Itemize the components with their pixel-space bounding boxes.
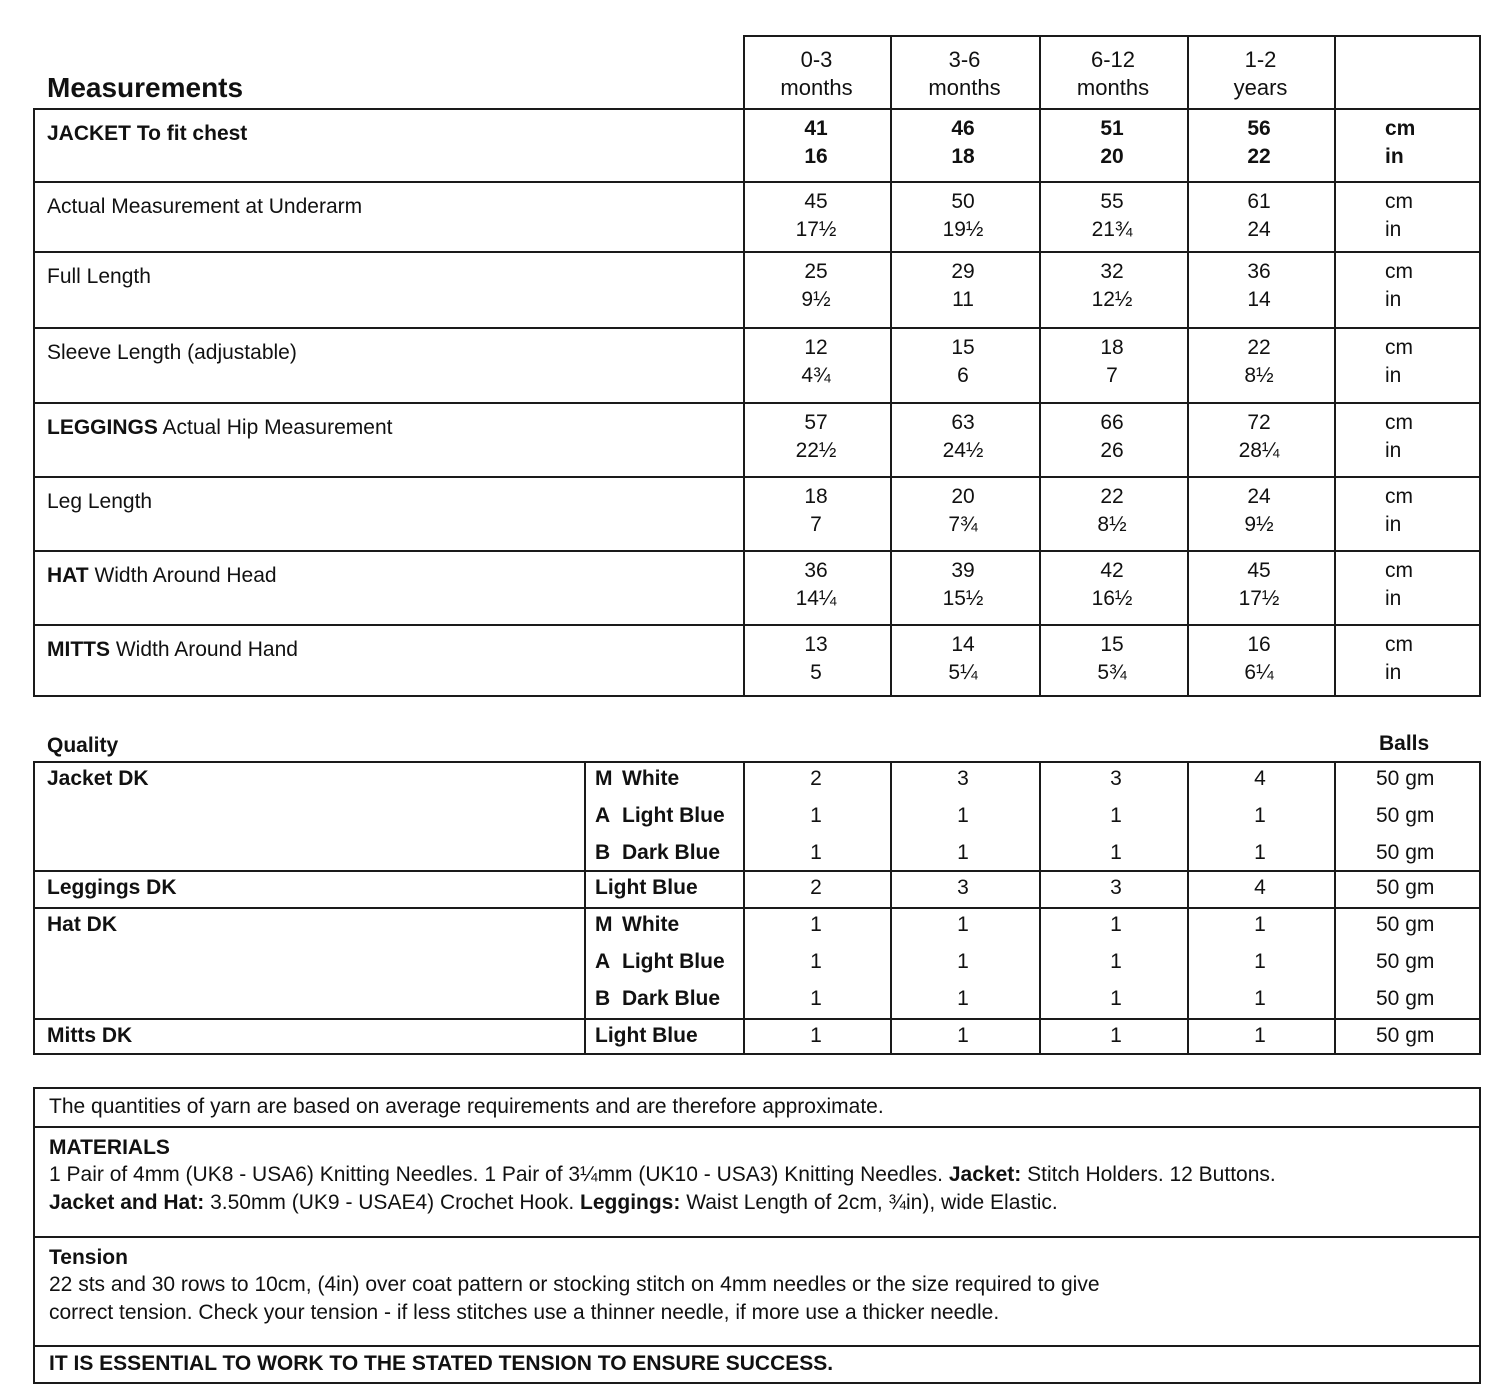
unit-in: in [1385, 145, 1404, 168]
yarn-item-name: Mitts DK [47, 1024, 133, 1047]
ball-weight: 50 gm [1376, 841, 1435, 864]
value-cm: 50 [951, 190, 975, 213]
value-cm: 41 [804, 117, 828, 140]
value-cm: 29 [951, 260, 975, 283]
ball-weight: 50 gm [1376, 1024, 1435, 1047]
value-in: 4¾ [801, 364, 831, 387]
value-cm: 16 [1247, 633, 1271, 656]
value-in: 5¾ [1097, 661, 1127, 684]
balls-count: 4 [1254, 767, 1266, 790]
unit-in: in [1385, 587, 1402, 610]
value-cm: 61 [1247, 190, 1271, 213]
value-cm: 42 [1100, 559, 1124, 582]
value-cm: 55 [1100, 190, 1124, 213]
balls-count: 1 [957, 950, 969, 973]
materials-line-1: 1 Pair of 4mm (UK8 - USA6) Knitting Needles. 1 Pair of 3¼mm (UK10 - USA3) Knitting Needles. Jacket: Stitch Holders. 12 Buttons. [49, 1163, 1276, 1186]
value-in: 24½ [942, 439, 984, 462]
yarn-colour: B Dark Blue [595, 841, 721, 864]
value-cm: 15 [951, 336, 975, 359]
measurement-label: Leg Length [47, 490, 153, 513]
measurement-label: HAT Width Around Head [47, 564, 277, 587]
value-in: 6 [957, 364, 969, 387]
balls-count: 2 [810, 876, 822, 899]
size-header-top: 6-12 [1090, 47, 1136, 72]
value-cm: 22 [1247, 336, 1271, 359]
yarn-colour: M White [595, 913, 680, 936]
yarn-colour: Light Blue [595, 876, 698, 899]
value-in: 5 [810, 661, 822, 684]
value-in: 9½ [1244, 513, 1274, 536]
unit-in: in [1385, 513, 1402, 536]
value-in: 19½ [942, 218, 984, 241]
balls-count: 1 [1254, 950, 1266, 973]
value-in: 7 [1106, 364, 1118, 387]
value-cm: 39 [951, 559, 975, 582]
unit-cm: cm [1385, 485, 1413, 508]
unit-cm: cm [1385, 336, 1413, 359]
balls-count: 1 [1110, 804, 1122, 827]
balls-count: 1 [1110, 1024, 1122, 1047]
unit-cm: cm [1385, 260, 1413, 283]
tension-title: Tension [49, 1246, 128, 1269]
value-cm: 12 [804, 336, 828, 359]
unit-in: in [1385, 364, 1402, 387]
value-cm: 14 [951, 633, 975, 656]
unit-in: in [1385, 439, 1402, 462]
balls-count: 1 [810, 804, 822, 827]
balls-count: 1 [957, 1024, 969, 1047]
value-cm: 18 [1100, 336, 1124, 359]
unit-cm: cm [1385, 633, 1413, 656]
balls-count: 2 [810, 767, 822, 790]
value-cm: 25 [804, 260, 828, 283]
value-in: 26 [1100, 439, 1124, 462]
balls-label: Balls [1379, 732, 1430, 755]
balls-count: 4 [1254, 876, 1266, 899]
tension-line-2: correct tension. Check your tension - if less stitches use a thinner needle, if more use a thicker needle. [49, 1301, 1000, 1324]
value-in: 22 [1247, 145, 1271, 168]
unit-cm: cm [1385, 190, 1413, 213]
value-in: 14¼ [795, 587, 837, 610]
value-cm: 22 [1100, 485, 1124, 508]
balls-count: 1 [1110, 913, 1122, 936]
balls-count: 1 [810, 950, 822, 973]
value-cm: 13 [804, 633, 828, 656]
size-header-top: 0-3 [800, 47, 833, 72]
value-cm: 46 [951, 117, 975, 140]
measurement-label: LEGGINGS Actual Hip Measurement [47, 416, 393, 439]
balls-count: 1 [1110, 841, 1122, 864]
value-in: 14 [1247, 288, 1271, 311]
unit-in: in [1385, 661, 1402, 684]
balls-count: 1 [810, 1024, 822, 1047]
value-cm: 20 [951, 485, 975, 508]
value-cm: 45 [1247, 559, 1271, 582]
ball-weight: 50 gm [1376, 767, 1435, 790]
yarn-colour: A Light Blue [595, 950, 725, 973]
balls-count: 1 [1110, 987, 1122, 1010]
value-in: 20 [1100, 145, 1124, 168]
value-cm: 24 [1247, 485, 1271, 508]
ball-weight: 50 gm [1376, 804, 1435, 827]
value-cm: 36 [804, 559, 828, 582]
value-in: 16 [804, 145, 828, 168]
value-in: 16½ [1091, 587, 1133, 610]
size-header-bottom: months [1076, 75, 1150, 100]
yarn-item-name: Hat DK [47, 913, 118, 936]
value-in: 12½ [1091, 288, 1133, 311]
balls-count: 3 [957, 767, 969, 790]
unit-cm: cm [1385, 411, 1413, 434]
value-in: 8½ [1244, 364, 1274, 387]
materials-title: MATERIALS [49, 1136, 170, 1159]
value-cm: 51 [1100, 117, 1124, 140]
value-in: 22½ [795, 439, 837, 462]
size-header-top: 1-2 [1244, 47, 1277, 72]
unit-cm: cm [1385, 559, 1413, 582]
balls-count: 3 [957, 876, 969, 899]
balls-count: 1 [1254, 804, 1266, 827]
size-header-bottom: months [780, 75, 853, 100]
value-in: 21¾ [1091, 218, 1133, 241]
yarn-colour: B Dark Blue [595, 987, 721, 1010]
ball-weight: 50 gm [1376, 876, 1435, 899]
materials-line-2: Jacket and Hat: 3.50mm (UK9 - USAE4) Crochet Hook. Leggings: Waist Length of 2cm, ¾in), wide Elastic. [49, 1191, 1058, 1214]
balls-count: 1 [957, 913, 969, 936]
value-in: 28¼ [1238, 439, 1280, 462]
size-header-bottom: years [1233, 75, 1288, 100]
quality-title: Quality [47, 734, 119, 757]
balls-count: 1 [1254, 913, 1266, 936]
value-in: 7 [810, 513, 822, 536]
value-in: 11 [952, 288, 974, 311]
balls-count: 1 [957, 987, 969, 1010]
balls-count: 1 [810, 913, 822, 936]
value-in: 9½ [801, 288, 831, 311]
value-in: 24 [1247, 218, 1271, 241]
value-in: 17½ [795, 218, 837, 241]
value-cm: 63 [951, 411, 975, 434]
balls-count: 3 [1110, 876, 1122, 899]
essential-note: IT IS ESSENTIAL TO WORK TO THE STATED TENSION TO ENSURE SUCCESS. [49, 1352, 834, 1375]
size-header-bottom: months [928, 75, 1001, 100]
balls-count: 1 [1110, 950, 1122, 973]
balls-count: 1 [1254, 987, 1266, 1010]
balls-count: 1 [957, 804, 969, 827]
yarn-colour: Light Blue [595, 1024, 698, 1047]
value-in: 15½ [942, 587, 984, 610]
quantities-note: The quantities of yarn are based on average requirements and are therefore approximate. [49, 1095, 884, 1118]
value-cm: 72 [1247, 411, 1271, 434]
tension-line-1: 22 sts and 30 rows to 10cm, (4in) over coat pattern or stocking stitch on 4mm needles or the size required to give [49, 1273, 1100, 1296]
value-cm: 36 [1247, 260, 1271, 283]
balls-count: 3 [1110, 767, 1122, 790]
value-in: 6¼ [1244, 661, 1274, 684]
balls-count: 1 [810, 841, 822, 864]
yarn-colour: M White [595, 767, 680, 790]
size-header-top: 3-6 [948, 47, 981, 72]
yarn-item-name: Jacket DK [47, 767, 149, 790]
balls-count: 1 [1254, 1024, 1266, 1047]
measurement-label: Actual Measurement at Underarm [47, 195, 363, 218]
balls-count: 1 [957, 841, 969, 864]
ball-weight: 50 gm [1376, 913, 1435, 936]
value-cm: 57 [804, 411, 828, 434]
value-in: 18 [951, 145, 975, 168]
value-cm: 15 [1100, 633, 1124, 656]
value-in: 8½ [1097, 513, 1127, 536]
yarn-colour: A Light Blue [595, 804, 725, 827]
measurement-label: Full Length [47, 265, 151, 288]
balls-count: 1 [1254, 841, 1266, 864]
balls-count: 1 [810, 987, 822, 1010]
value-cm: 66 [1100, 411, 1124, 434]
unit-cm: cm [1385, 117, 1416, 140]
value-cm: 32 [1100, 260, 1124, 283]
value-cm: 18 [804, 485, 828, 508]
unit-in: in [1385, 218, 1402, 241]
value-in: 5¼ [948, 661, 978, 684]
measurement-label: Sleeve Length (adjustable) [47, 341, 297, 364]
ball-weight: 50 gm [1376, 987, 1435, 1010]
unit-in: in [1385, 288, 1402, 311]
value-cm: 56 [1247, 117, 1271, 140]
value-cm: 45 [804, 190, 828, 213]
value-in: 17½ [1238, 587, 1280, 610]
yarn-item-name: Leggings DK [47, 876, 177, 899]
measurement-label: JACKET To fit chest [47, 122, 248, 145]
measurements-title: Measurements [47, 72, 244, 103]
measurement-label: MITTS Width Around Hand [47, 638, 298, 661]
value-in: 7¾ [948, 513, 978, 536]
ball-weight: 50 gm [1376, 950, 1435, 973]
